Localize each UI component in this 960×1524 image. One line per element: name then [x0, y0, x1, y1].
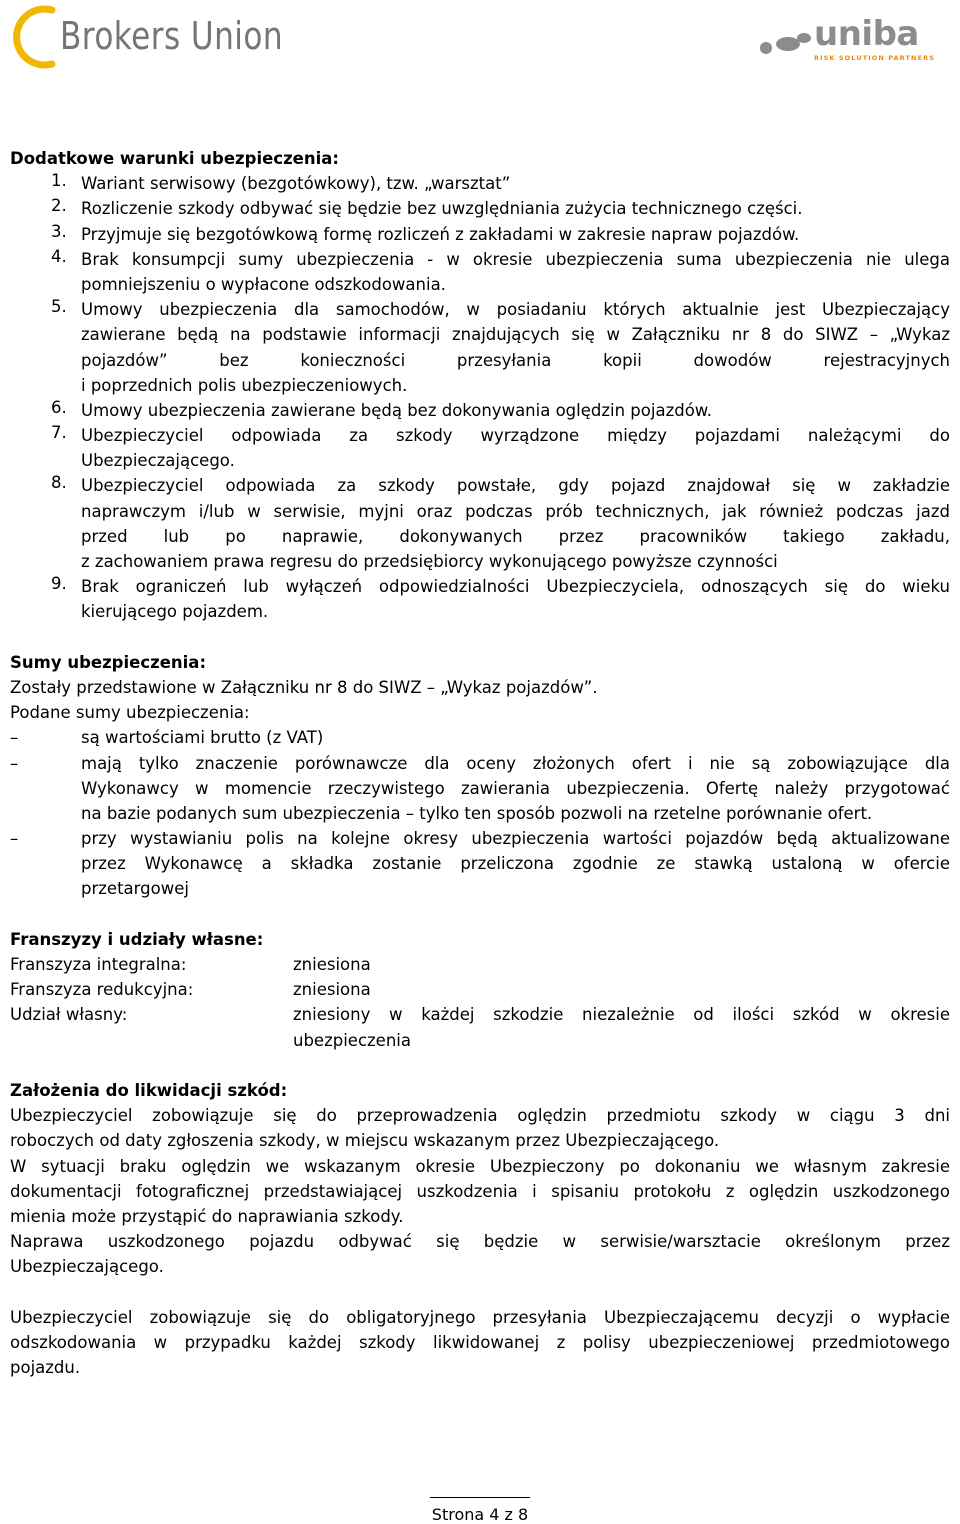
logo-right-tagline: RISK SOLUTION PARTNERS: [814, 54, 935, 62]
list-number-text: 8.: [51, 473, 67, 493]
text-line: Umowy ubezpieczenia dla samochodów, w posiadaniu których aktualnie jest Ubezpieczający: [81, 300, 950, 320]
section-heading: Franszyzy i udziały własne:: [10, 929, 264, 949]
list-item: [10, 171, 950, 196]
list-item: [10, 297, 950, 398]
document-body: [10, 146, 950, 1380]
text-line: mają tylko znaczenie porównawcze dla oceny złożonych ofert i nie są zobowiązujące dla: [81, 753, 950, 773]
list-number-text: 7.: [51, 423, 67, 443]
text-line: przez Wykonawcę a składka zostanie przeliczona zgodnie ze stawką ustaloną w ofercie: [81, 854, 950, 874]
text-line: przy wystawianiu polis na kolejne okresy ubezpieczenia wartości pojazdów będą aktualizowane: [81, 829, 950, 849]
bullet-text: [81, 826, 950, 902]
text-line: pojazdów” bez konieczności przesyłania kopii dowodów rejestracyjnych: [81, 350, 950, 370]
bullet-dash: –: [10, 753, 19, 773]
list-number: [10, 398, 81, 423]
franchise-row: [10, 1002, 950, 1052]
list-item-text: [81, 297, 950, 398]
text-line: Ubezpieczającego.: [10, 1257, 164, 1277]
text-line: Ubezpieczającego.: [81, 451, 235, 471]
list-item-text: [81, 574, 950, 624]
section-heading: Dodatkowe warunki ubezpieczenia:: [10, 149, 340, 168]
text-line: odszkodowania w przypadku każdej szkody likwidowanej z polisy ubezpieczeniowej przedmiotowego: [10, 1332, 950, 1352]
text-line: Rozliczenie szkody odbywać się będzie bez uwzględniania zużycia technicznego części.: [81, 199, 803, 219]
text-line: Brak konsumpcji sumy ubezpieczenia - w okresie ubezpieczenia suma ubezpieczenia nie ulega: [81, 249, 950, 269]
text-line: Przyjmuje się bezgotówkową formę rozliczeń z zakładami w zakresie napraw pojazdów.: [81, 224, 800, 244]
bullet-dash: –: [10, 728, 19, 748]
text-line: na bazie podanych sum ubezpieczenia – tylko ten sposób pozwoli na rzetelne porównanie ofert.: [81, 803, 873, 823]
footer-rule: [430, 1497, 530, 1498]
spacer: [10, 902, 950, 927]
list-item: [10, 423, 950, 473]
text-line: i poprzednich polis ubezpieczeniowych.: [81, 375, 408, 395]
paragraph: [10, 1103, 950, 1153]
bullet-text: [81, 751, 950, 827]
text-line: Zostały przedstawione w Załączniku nr 8 do SIWZ – „Wykaz pojazdów”.: [10, 677, 598, 697]
text-line: ubezpieczenia: [293, 1030, 411, 1050]
bullet-item: [10, 751, 950, 827]
uniba-mark-icon: [758, 30, 812, 58]
franchise-value: [293, 977, 950, 1002]
franchise-value: [293, 1002, 950, 1052]
text-line: Podane sumy ubezpieczenia:: [10, 703, 250, 723]
page-header: [0, 0, 960, 80]
paragraph: [10, 1154, 950, 1230]
spacer: [10, 625, 950, 650]
franchise-row: [10, 977, 950, 1002]
list-number-text: 1.: [51, 171, 67, 191]
logo-left-text: Brokers Union: [60, 14, 283, 58]
list-item: [10, 398, 950, 423]
list-item-text: [81, 196, 950, 221]
text-line: kierującego pojazdem.: [81, 602, 269, 622]
list-item: [10, 473, 950, 574]
text-line: pojazdu.: [10, 1358, 81, 1377]
text-line: z zachowaniem prawa regresu do przedsiębiorcy wykonującego powyższe czynności: [81, 552, 778, 571]
list-item: [10, 247, 950, 297]
text-line: Wykonawcy w momencie rzeczywistego zawierania ubezpieczenia. Ofertę należy przygotować: [81, 778, 950, 798]
franchise-value: [293, 952, 950, 977]
list-item-text: [81, 423, 950, 473]
paragraph: [10, 1305, 950, 1381]
text-line: są wartościami brutto (z VAT): [81, 728, 324, 748]
franchise-label: Franszyza integralna:: [10, 955, 187, 974]
paragraph: [10, 1229, 950, 1279]
section-heading: Sumy ubezpieczenia:: [10, 652, 207, 672]
spacer: [10, 1053, 950, 1078]
bullet-item: [10, 725, 950, 750]
text-line: Naprawa uszkodzonego pojazdu odbywać się będzie w serwisie/warsztacie określonym przez: [10, 1232, 950, 1252]
text-line: zawierane będą na podstawie informacji znajdujących się w Załączniku nr 8 do SIWZ – „Wykaz: [81, 325, 950, 345]
list-number: [10, 196, 81, 221]
list-item-text: [81, 222, 950, 247]
list-item: [10, 222, 950, 247]
list-item: [10, 196, 950, 221]
text-line: Ubezpieczyciel odpowiada za szkody powstałe, gdy pojazd znajdował się w zakładzie: [81, 476, 950, 496]
logo-right-text: uniba: [814, 14, 919, 54]
list-number: [10, 574, 81, 624]
list-number-text: 2.: [51, 196, 67, 216]
uniba-logo: [758, 14, 935, 68]
franchise-label: Udział własny:: [10, 1005, 128, 1025]
list-item-text: [81, 473, 950, 574]
list-number: [10, 222, 81, 247]
text-line: zniesiona: [293, 980, 371, 1000]
page-number: Strona 4 z 8: [431, 1505, 529, 1524]
text-line: Umowy ubezpieczenia zawierane będą bez dokonywania oględzin pojazdów.: [81, 400, 713, 420]
text-line: Ubezpieczyciel zobowiązuje się do przeprowadzenia oględzin przedmiotu szkody w ciągu 3 dni: [10, 1106, 950, 1126]
list-number-text: 6.: [51, 397, 67, 417]
list-item-text: [81, 247, 950, 297]
logo-arc-icon: [8, 4, 62, 70]
bullet-text: [81, 725, 950, 750]
bullet-dash: –: [10, 829, 19, 849]
text-line: Wariant serwisowy (bezgotówkowy), tzw. „warsztat”: [81, 174, 511, 194]
text-line: roboczych od daty zgłoszenia szkody, w miejscu wskazanym przez Ubezpieczającego.: [10, 1131, 720, 1151]
section-heading: Założenia do likwidacji szkód:: [10, 1080, 288, 1100]
text-line: zniesiony w każdej szkodzie niezależnie od ilości szkód w okresie: [293, 1005, 950, 1025]
list-number: [10, 297, 81, 398]
list-number: [10, 171, 81, 196]
text-line: przed lub po naprawie, dokonywanych przez pracowników takiego zakładu,: [81, 526, 950, 546]
list-number: [10, 473, 81, 574]
text-line: W sytuacji braku oględzin we wskazanym okresie Ubezpieczony po dokonaniu we własnym zakresie: [10, 1156, 950, 1176]
brokers-union-logo: [8, 4, 298, 70]
list-number-text: 3.: [51, 221, 67, 241]
text-line: naprawczym i/lub w serwisie, myjni oraz podczas prób technicznych, jak również podczas jazd: [81, 501, 950, 521]
list-number-text: 4.: [51, 246, 67, 266]
list-number: [10, 247, 81, 297]
list-item: [10, 574, 950, 624]
text-line: dokumentacji fotograficznej przedstawiającej uszkodzenia i spisaniu protokołu z oględzin uszkodzonego: [10, 1181, 950, 1201]
text-line: Ubezpieczyciel zobowiązuje się do obligatoryjnego przesyłania Ubezpieczającemu decyzji o wypłacie: [10, 1307, 950, 1327]
spacer: [10, 1279, 950, 1304]
text-line: przetargowej: [81, 879, 189, 899]
text-line: pomniejszeniu o wypłacone odszkodowania.: [81, 274, 446, 294]
list-number-text: 9.: [51, 574, 67, 594]
text-line: mienia może przystąpić do naprawiania szkody.: [10, 1206, 404, 1226]
bullet-item: [10, 826, 950, 902]
text-line: zniesiona: [293, 955, 371, 974]
list-number-text: 5.: [51, 297, 67, 317]
text-line: Brak ograniczeń lub wyłączeń odpowiedzialności Ubezpieczyciela, odnoszących się do wieku: [81, 577, 950, 597]
list-item-text: [81, 171, 950, 196]
list-number: [10, 423, 81, 473]
franchise-label: Franszyza redukcyjna:: [10, 980, 194, 1000]
list-item-text: [81, 398, 950, 423]
text-line: Ubezpieczyciel odpowiada za szkody wyrządzone między pojazdami należącymi do: [81, 426, 950, 446]
franchise-row: [10, 952, 950, 977]
